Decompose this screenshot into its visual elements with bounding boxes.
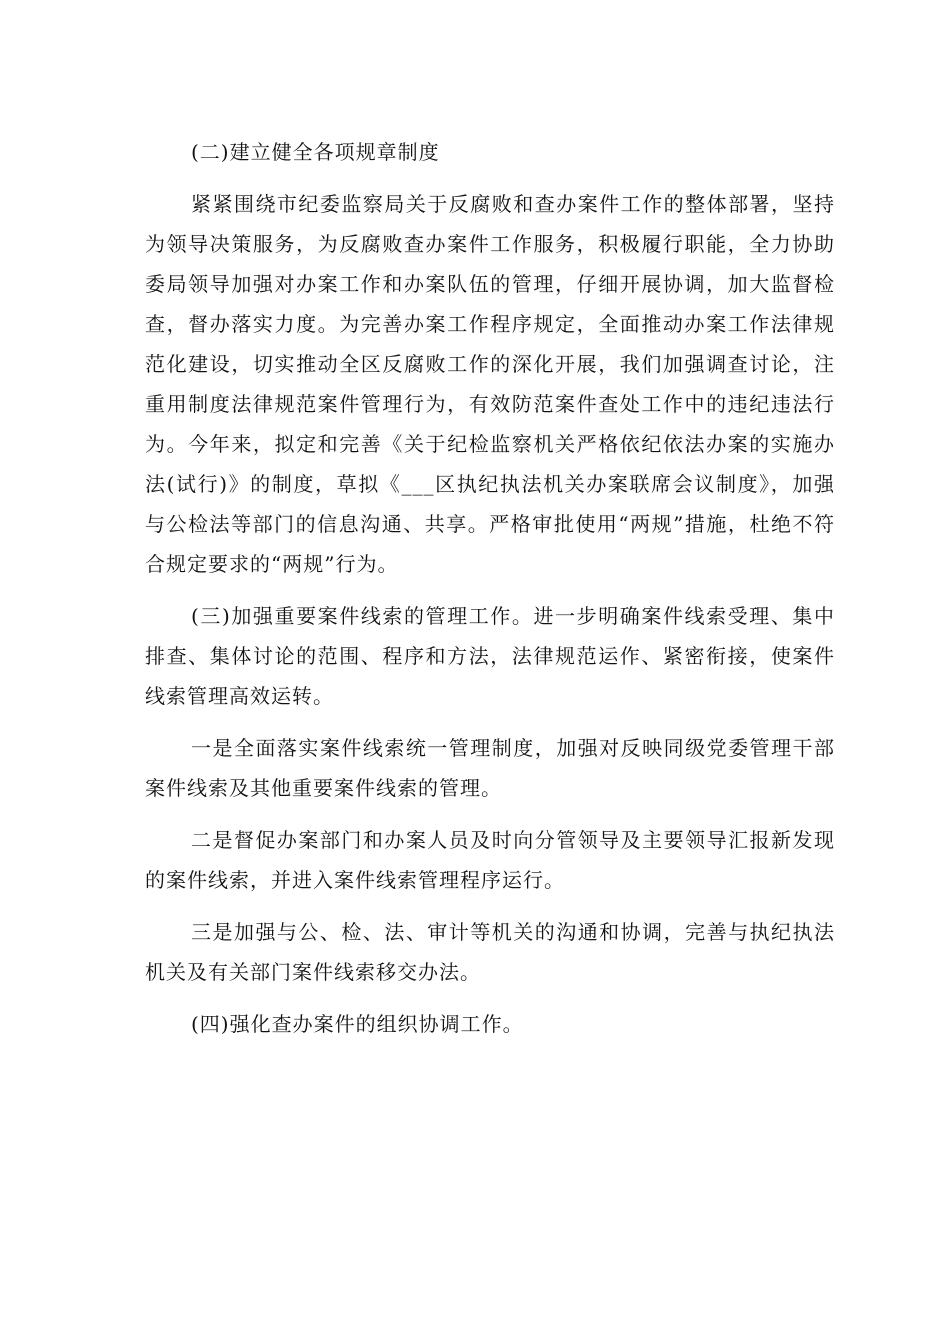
- section-heading-2: (二)建立健全各项规章制度: [191, 140, 440, 164]
- section-heading-3: (三)加强重要案件线索的管理工作。进一步明确案件线索受理、集中排查、集体讨论的范围、程序和方法，法律规范运作、紧密衔接，使案件线索管理高效运转。: [145, 604, 835, 708]
- paragraph-rules-system: 紧紧围绕市纪委监察局关于反腐败和查办案件工作的整体部署，坚持为领导决策服务，为反腐败查办案件工作服务，积极履行职能，全力协助委局领导加强对办案工作和办案队伍的管理，仔细开展协调，加大监督检查，督办落实力度。为完善办案工作程序规定，全面推动办案工作法律规范化建设，切实推动全区反腐败工作的深化开展，我们加强调查讨论，注重用制度法律规范案件管理行为，有效防范案件查处工作中的违纪违法行为。今年来，拟定和完善《关于纪检监察机关严格依纪依法办案的实施办法(试行)》的制度，草拟《___区执纪执法机关办案联席会议制度》，加强与公检法等部门的信息沟通、共享。严格审批使用“两规”措施，杜绝不符合规定要求的“两规”行为。: [145, 192, 835, 576]
- paragraph-point-2: 二是督促办案部门和办案人员及时向分管领导及主要领导汇报新发现的案件线索，并进入案件线索管理程序运行。: [145, 828, 835, 892]
- paragraph-point-1: 一是全面落实案件线索统一管理制度，加强对反映同级党委管理干部案件线索及其他重要案件线索的管理。: [145, 736, 835, 800]
- paragraph-point-3: 三是加强与公、检、法、审计等机关的沟通和协调，完善与执纪执法机关及有关部门案件线索移交办法。: [145, 920, 835, 984]
- document-body: [145, 132, 835, 1056]
- section-heading-4: (四)强化查办案件的组织协调工作。: [191, 1012, 524, 1036]
